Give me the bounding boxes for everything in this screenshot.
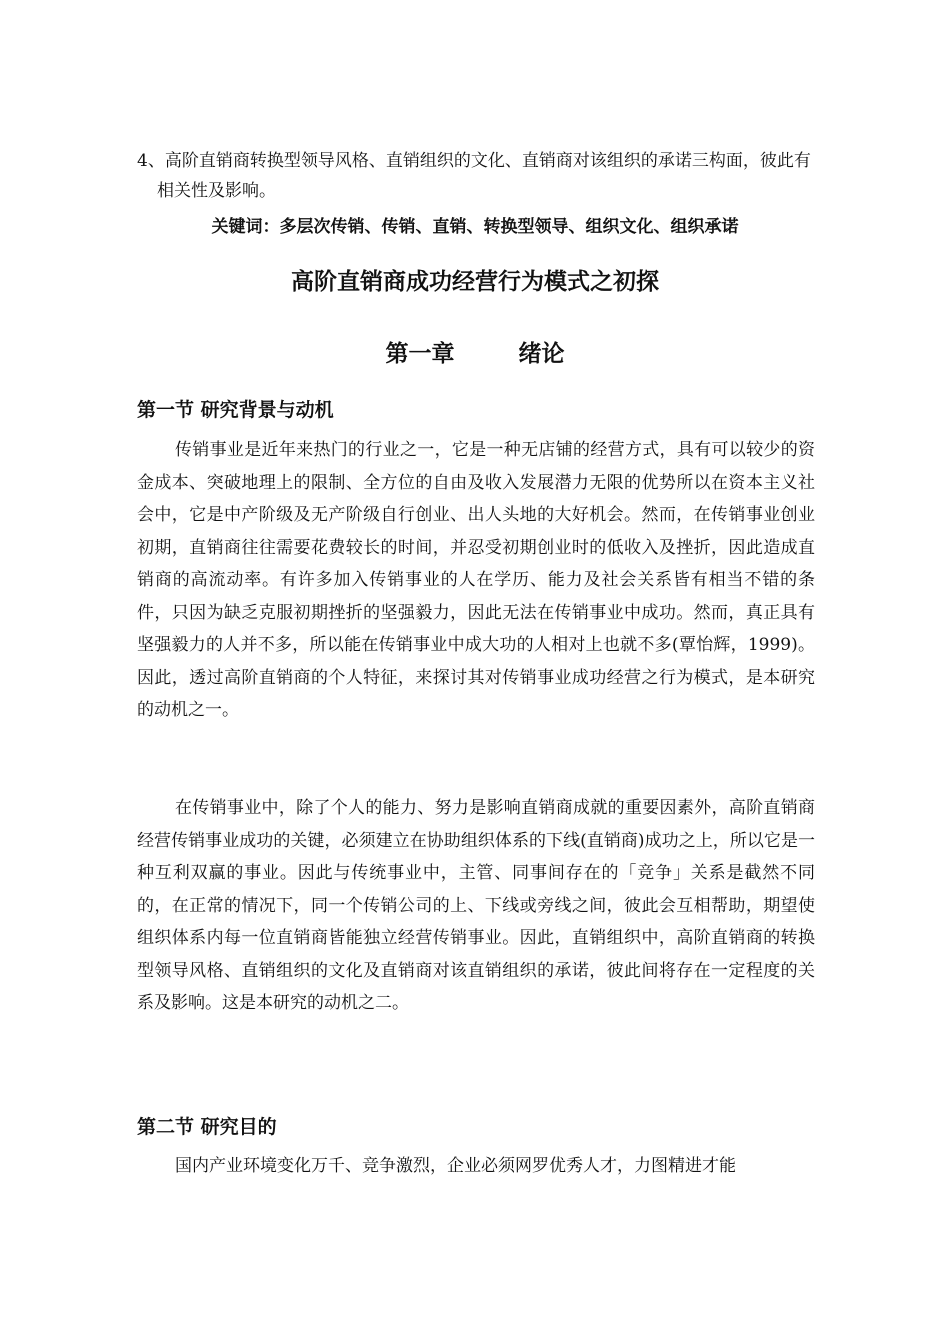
paragraph-motivation-1: 传销事业是近年来热门的行业之一，它是一种无店铺的经营方式，具有可以较少的资金成本、突破地理上的限制、全方位的自由及收入发展潜力无限的优势所以在资本主义社会中，它是中产阶级及无产阶级自行创业、出人头地的大好机会。然而，在传销事业创业初期，直销商往往需要花费较长的时间，并忍受初期创业时的低收入及挫折，因此造成直销商的高流动率。有许多加入传销事业的人在学历、能力及社会关系皆有相当不错的条件，只因为缺乏克服初期挫折的坚强毅力，因此无法在传销事业中成功。然而，真正具有坚强毅力的人并不多，所以能在传销事业中成大功的人相对上也就不多(覃怡辉，1999)。因此，透过高阶直销商的个人特征，来探讨其对传销事业成功经营之行为模式，是本研究的动机之一。 (137, 440, 815, 720)
paragraph-purpose-1: 国内产业环境变化万千、竞争激烈，企业必须网罗优秀人才，力图精进才能 (175, 1156, 736, 1176)
paragraph-motivation-2: 在传销事业中，除了个人的能力、努力是影响直销商成就的重要因素外，高阶直销商经营传销事业成功的关键，必须建立在协助组织体系的下线(直销商)成功之上，所以它是一种互利双赢的事业。因此与传统事业中，主管、同事间存在的「竞争」关系是截然不同的，在正常的情况下，同一个传销公司的上、下线或旁线之间，彼此会互相帮助，期望使组织体系内每一位直销商皆能独立经营传销事业。因此，直销组织中，高阶直销商的转换型领导风格、直销组织的文化及直销商对该直销组织的承诺，彼此间将存在一定程度的关系及影响。这是本研究的动机之二。 (137, 798, 815, 1013)
section-heading-1: 第一节 研究背景与动机 (137, 399, 334, 421)
chapter-number: 第一章 (385, 341, 455, 367)
chapter-heading (0, 336, 950, 372)
section-heading-2: 第二节 研究目的 (137, 1116, 277, 1138)
chapter-name: 绪论 (518, 341, 565, 367)
document-title: 高阶直销商成功经营行为模式之初探 (291, 269, 659, 295)
findings-list-item-4: 4、高阶直销商转换型领导风格、直销组织的文化、直销商对该组织的承诺三构面，彼此有相关性及影响。 (137, 151, 811, 201)
keywords-line: 关键词：多层次传销、传销、直销、转换型领导、组织文化、组织承诺 (211, 217, 739, 237)
